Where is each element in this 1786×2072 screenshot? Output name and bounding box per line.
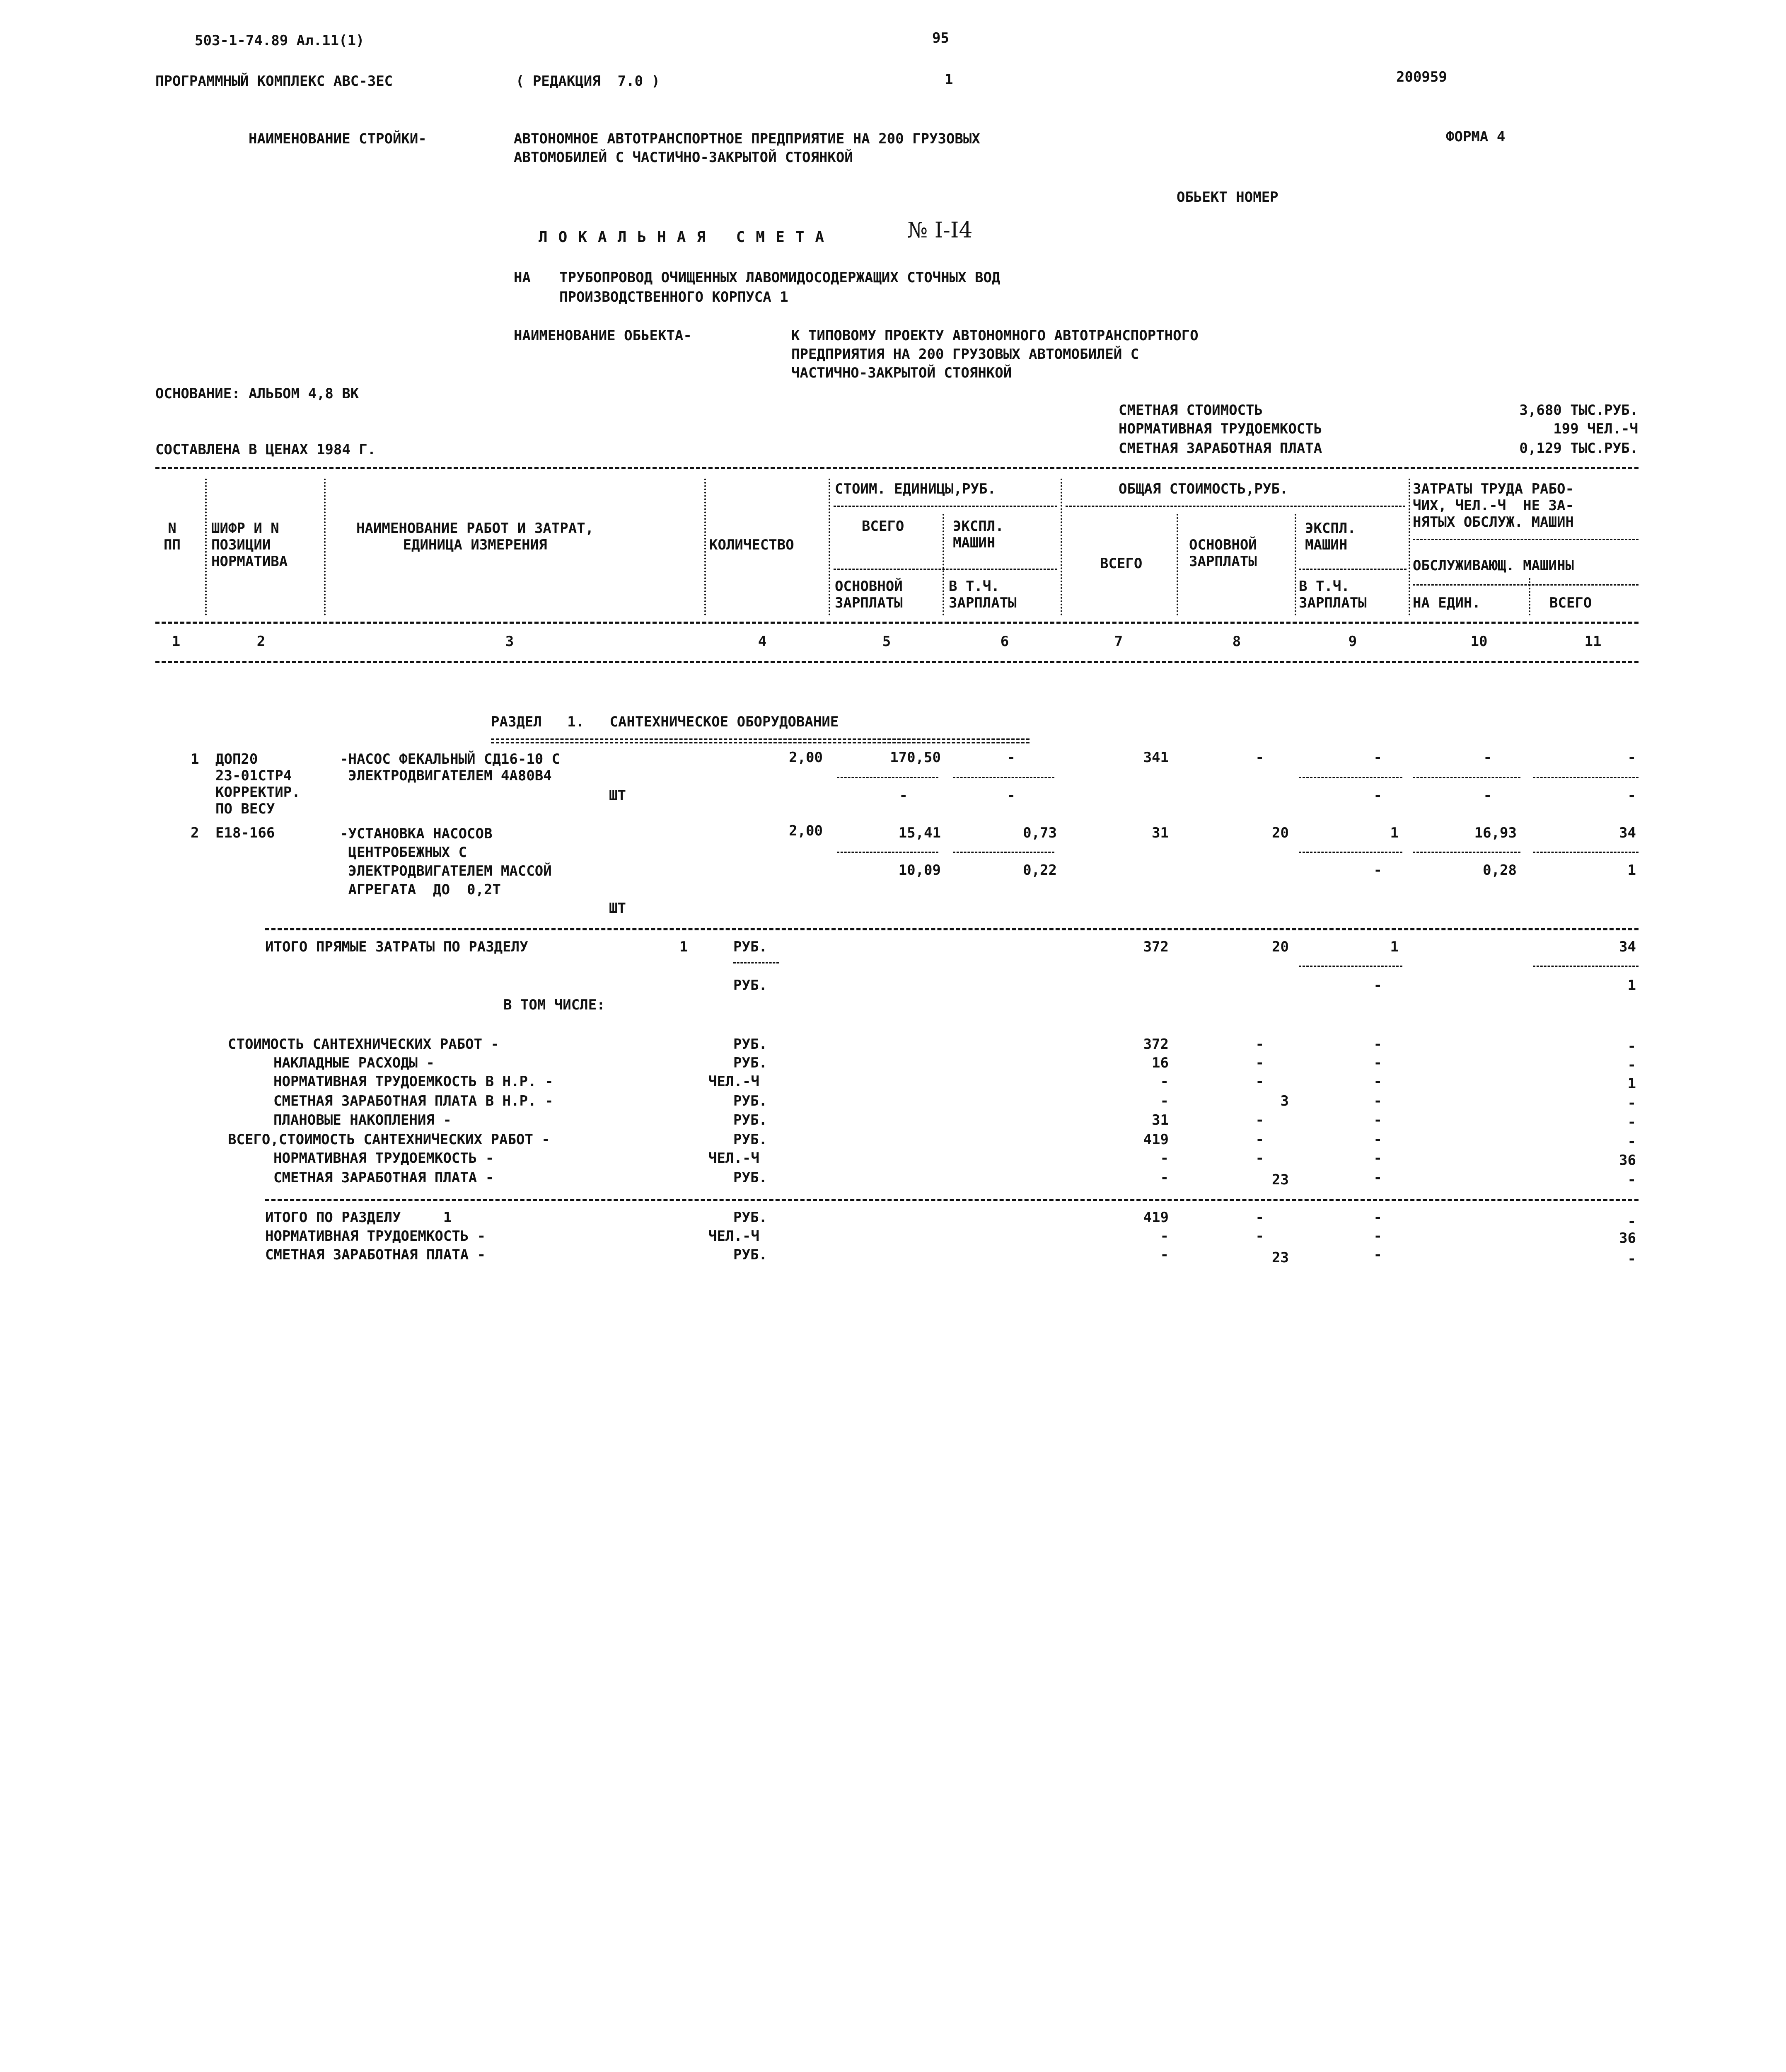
col-sep	[205, 479, 207, 615]
item-labor-unit: 16,93	[1474, 825, 1517, 841]
item-total-wage: 20	[1272, 825, 1289, 841]
page-number: 95	[932, 30, 949, 46]
sheet-number: 1	[945, 71, 953, 88]
header-col-2: ШИФР И N ПОЗИЦИИ НОРМАТИВА	[211, 520, 288, 570]
header-mid-rule	[155, 622, 1639, 624]
item-unit-cost-total: 15,41	[898, 825, 941, 841]
summary-value-labor: 199 ЧЕЛ.-Ч	[1553, 421, 1638, 437]
section-total-unit: РУБ.	[733, 1247, 767, 1263]
breakdown-machines: -	[1373, 1169, 1382, 1186]
section-total-label: ИТОГО ПО РАЗДЕЛУ 1	[265, 1209, 452, 1226]
section-total-rule	[265, 1199, 1639, 1201]
construction-label: НАИМЕНОВАНИЕ СТРОЙКИ-	[249, 131, 427, 147]
header-col-7: ВСЕГО	[1100, 555, 1143, 572]
item-quantity: 2,00	[789, 823, 823, 839]
header-rule	[1413, 539, 1639, 540]
header-rule	[1066, 506, 1405, 507]
breakdown-label: НАКЛАДНЫЕ РАСХОДЫ -	[273, 1055, 435, 1071]
section-total-value: -	[1160, 1228, 1169, 1244]
cell-rule	[837, 777, 938, 778]
object-name-line-3: ЧАСТИЧНО-ЗАКРЫТОЙ СТОЯНКОЙ	[791, 365, 1012, 381]
breakdown-labor: 36	[1619, 1152, 1636, 1169]
breakdown-wage: -	[1255, 1073, 1264, 1090]
direct-costs-wage: 20	[1272, 939, 1289, 955]
item-unit-cost-machines: 0,73	[1023, 825, 1057, 841]
section-total-machines: -	[1373, 1228, 1382, 1244]
col-sep	[704, 479, 706, 615]
section-total-labor: 36	[1619, 1230, 1636, 1247]
item-total-wage: -	[1255, 749, 1264, 766]
estimate-on-label: НА	[514, 269, 531, 286]
header-total-cost: ОБЩАЯ СТОИМОСТЬ,РУБ.	[1119, 481, 1288, 497]
breakdown-machines: -	[1373, 1055, 1382, 1071]
item-number: 2	[191, 825, 199, 841]
breakdown-labor: -	[1627, 1114, 1636, 1130]
item-total: 341	[1143, 749, 1169, 766]
direct-costs-machines: 1	[1390, 939, 1399, 955]
summary-label-labor: НОРМАТИВНАЯ ТРУДОЕМКОСТЬ	[1119, 421, 1322, 437]
section-total-wage: -	[1255, 1209, 1264, 1226]
header-col-4: КОЛИЧЕСТВО	[709, 537, 794, 553]
breakdown-machines: -	[1373, 1131, 1382, 1148]
estimate-subject-line-1: ТРУБОПРОВОД ОЧИЩЕННЫХ ЛАВОМИДОСОДЕРЖАЩИХ СТОЧНЫХ ВОД	[559, 269, 1001, 286]
breakdown-wage: -	[1255, 1055, 1264, 1071]
breakdown-labor: -	[1627, 1172, 1636, 1188]
object-name-line-1: К ТИПОВОМУ ПРОЕКТУ АВТОНОМНОГО АВТОТРАНСПОРТНОГО	[791, 327, 1199, 344]
item-machine-wage-total: -	[1373, 787, 1382, 804]
cell-rule	[953, 777, 1054, 778]
breakdown-wage: -	[1255, 1131, 1264, 1148]
item-machine-wage-total: -	[1373, 862, 1382, 879]
item-labor-unit: -	[1483, 749, 1492, 766]
breakdown-unit: РУБ.	[733, 1093, 767, 1109]
breakdown-unit: ЧЕЛ.-Ч	[708, 1073, 759, 1090]
cell-rule	[1299, 966, 1402, 967]
header-rule	[1299, 569, 1407, 570]
header-labor: ЗАТРАТЫ ТРУДА РАБО- ЧИХ, ЧЕЛ.-Ч НЕ ЗА- НЯТЫХ ОБСЛУЖ. МАШИН	[1413, 481, 1574, 530]
col-sep	[1529, 578, 1530, 615]
breakdown-labor: -	[1627, 1038, 1636, 1055]
basis-text: ОСНОВАНИЕ: АЛЬБОМ 4,8 ВК	[155, 385, 359, 402]
section-underline	[491, 738, 1030, 740]
breakdown-machines: -	[1373, 1150, 1382, 1167]
col-number: 10	[1470, 633, 1488, 650]
item-unit: ШТ	[609, 900, 626, 917]
header-col-11: ВСЕГО	[1549, 595, 1592, 611]
cell-rule	[837, 852, 938, 853]
breakdown-machines: -	[1373, 1073, 1382, 1090]
cell-rule	[1533, 966, 1639, 967]
section-underline	[491, 742, 1030, 743]
col-sep	[943, 514, 944, 615]
header-labor-maintenance: ОБСЛУЖИВАЮЩ. МАШИНЫ	[1413, 557, 1574, 574]
breakdown-label: СМЕТНАЯ ЗАРАБОТНАЯ ПЛАТА В Н.Р. -	[273, 1093, 553, 1109]
prices-note: СОСТАВЛЕНА В ЦЕНАХ 1984 Г.	[155, 441, 376, 458]
item-machine-wage: 0,22	[1023, 862, 1057, 879]
breakdown-total: -	[1160, 1093, 1169, 1109]
breakdown-wage: -	[1255, 1036, 1264, 1053]
header-bottom-rule	[155, 661, 1639, 663]
header-col-6-bottom: В Т.Ч. ЗАРПЛАТЫ	[949, 578, 1017, 611]
section-total-machines: -	[1373, 1209, 1382, 1226]
item-code: ДОП20 23-01СТР4 КОРРЕКТИР. ПО ВЕСУ	[215, 751, 300, 817]
section-total-wage: 23	[1272, 1249, 1289, 1266]
breakdown-labor: -	[1627, 1095, 1636, 1111]
col-number: 8	[1232, 633, 1241, 650]
program-name: ПРОГРАММНЫЙ КОМПЛЕКС АВС-3ЕС	[155, 73, 393, 90]
col-number: 11	[1584, 633, 1602, 650]
object-number-label: ОБЬЕКТ НОМЕР	[1177, 189, 1278, 206]
direct-costs-labor: 34	[1619, 939, 1636, 955]
header-col-10: НА ЕДИН.	[1413, 595, 1481, 611]
header-col-3: НАИМЕНОВАНИЕ РАБОТ И ЗАТРАТ, ЕДИНИЦА ИЗМЕРЕНИЯ	[356, 520, 594, 553]
header-rule	[834, 506, 1057, 507]
breakdown-total: -	[1160, 1073, 1169, 1090]
item-machine-wage: -	[1007, 787, 1015, 804]
section-total-value: -	[1160, 1247, 1169, 1263]
breakdown-total: -	[1160, 1169, 1169, 1186]
breakdown-total: 16	[1152, 1055, 1169, 1071]
breakdown-total: 419	[1143, 1131, 1169, 1148]
col-sep	[1295, 514, 1296, 615]
construction-line-1: АВТОНОМНОЕ АВТОТРАНСПОРТНОЕ ПРЕДПРИЯТИЕ НА 200 ГРУЗОВЫХ	[514, 131, 980, 147]
header-col-5-top: ВСЕГО	[862, 518, 904, 535]
summary-label-wages: СМЕТНАЯ ЗАРАБОТНАЯ ПЛАТА	[1119, 440, 1322, 457]
item-code: Е18-166	[215, 825, 275, 841]
col-sep	[1061, 479, 1062, 615]
summary-value-wages: 0,129 ТЫС.РУБ.	[1519, 440, 1638, 457]
direct-costs-label: ИТОГО ПРЯМЫЕ ЗАТРАТЫ ПО РАЗДЕЛУ	[265, 939, 528, 955]
header-col-8: ОСНОВНОЙ ЗАРПЛАТЫ	[1189, 537, 1257, 570]
cell-rule	[953, 852, 1054, 853]
item-total: 31	[1152, 825, 1169, 841]
header-col-1: N ПП	[164, 520, 181, 553]
construction-line-2: АВТОМОБИЛЕЙ С ЧАСТИЧНО-ЗАКРЫТОЙ СТОЯНКОЙ	[514, 149, 853, 166]
col-number: 7	[1114, 633, 1123, 650]
header-col-9-bottom: В Т.Ч. ЗАРПЛАТЫ	[1299, 578, 1367, 611]
breakdown-label: ПЛАНОВЫЕ НАКОПЛЕНИЯ -	[273, 1112, 452, 1128]
breakdown-wage: -	[1255, 1150, 1264, 1167]
cell-rule	[1299, 777, 1402, 778]
item-maintenance-total: -	[1627, 787, 1636, 804]
header-rule	[834, 569, 1057, 570]
section-total-label: НОРМАТИВНАЯ ТРУДОЕМКОСТЬ -	[265, 1228, 486, 1244]
summary-value-cost: 3,680 ТЫС.РУБ.	[1519, 402, 1638, 419]
document-id: 200959	[1396, 69, 1447, 85]
header-rule	[1413, 584, 1639, 586]
item-base-wage: 10,09	[898, 862, 941, 879]
breakdown-wage: -	[1255, 1112, 1264, 1128]
item-unit-cost-machines: -	[1007, 749, 1015, 766]
object-name-label: НАИМЕНОВАНИЕ ОБЬЕКТА-	[514, 327, 692, 344]
col-number: 4	[758, 633, 767, 650]
col-number: 5	[882, 633, 891, 650]
breakdown-total: -	[1160, 1150, 1169, 1167]
header-col-5-bottom: ОСНОВНОЙ ЗАРПЛАТЫ	[835, 578, 903, 611]
item-name: -НАСОС ФЕКАЛЬНЫЙ СД16-10 С ЭЛЕКТРОДВИГАТЕЛЕМ 4А80В4	[340, 751, 561, 784]
document-code: 503-1-74.89 Ал.11(1)	[195, 32, 365, 49]
breakdown-total: 372	[1143, 1036, 1169, 1053]
section-total-unit: РУБ.	[733, 1209, 767, 1226]
cell-rule	[1413, 777, 1520, 778]
section-total-machines: -	[1373, 1247, 1382, 1263]
breakdown-machines: -	[1373, 1112, 1382, 1128]
breakdown-unit: ЧЕЛ.-Ч	[708, 1150, 759, 1167]
header-col-6-top: ЭКСПЛ. МАШИН	[953, 518, 1004, 551]
estimate-subject-line-2: ПРОИЗВОДСТВЕННОГО КОРПУСА 1	[559, 289, 788, 305]
direct-costs-section: 1	[679, 939, 688, 955]
subtotal-rule	[265, 928, 1639, 930]
direct-costs-machine-wage: -	[1373, 977, 1382, 994]
cell-rule	[733, 962, 779, 963]
section-total-unit: ЧЕЛ.-Ч	[708, 1228, 759, 1244]
item-labor-total: -	[1627, 749, 1636, 766]
col-sep	[829, 479, 830, 615]
breakdown-unit: РУБ.	[733, 1055, 767, 1071]
summary-label-cost: СМЕТНАЯ СТОИМОСТЬ	[1119, 402, 1263, 419]
item-quantity: 2,00	[789, 749, 823, 766]
item-maintenance-unit: -	[1483, 787, 1492, 804]
breakdown-label: СМЕТНАЯ ЗАРАБОТНАЯ ПЛАТА -	[273, 1169, 494, 1186]
breakdown-unit: РУБ.	[733, 1112, 767, 1128]
breakdown-wage: 3	[1280, 1093, 1289, 1109]
item-name: -УСТАНОВКА НАСОСОВ ЦЕНТРОБЕЖНЫХ С ЭЛЕКТРОДВИГАТЕЛЕМ МАССОЙ АГРЕГАТА ДО 0,2Т	[340, 825, 552, 898]
breakdown-machines: -	[1373, 1093, 1382, 1109]
direct-costs-maintenance: 1	[1627, 977, 1636, 994]
section-total-labor: -	[1627, 1213, 1636, 1230]
breakdown-machines: -	[1373, 1036, 1382, 1053]
breakdown-total: 31	[1152, 1112, 1169, 1128]
col-number: 3	[505, 633, 514, 650]
estimate-number: № I-I4	[907, 218, 973, 243]
section-total-labor: -	[1627, 1251, 1636, 1267]
breakdown-label: СТОИМОСТЬ САНТЕХНИЧЕСКИХ РАБОТ -	[228, 1036, 500, 1053]
direct-costs-unit: РУБ.	[733, 939, 767, 955]
breakdown-label: НОРМАТИВНАЯ ТРУДОЕМКОСТЬ -	[273, 1150, 494, 1167]
including-label: В ТОМ ЧИСЛЕ:	[503, 997, 605, 1013]
breakdown-labor: -	[1627, 1057, 1636, 1073]
breakdown-unit: РУБ.	[733, 1036, 767, 1053]
item-base-wage: -	[899, 787, 908, 804]
breakdown-label: НОРМАТИВНАЯ ТРУДОЕМКОСТЬ В Н.Р. -	[273, 1073, 553, 1090]
item-number: 1	[191, 751, 199, 767]
breakdown-unit: РУБ.	[733, 1169, 767, 1186]
direct-costs-unit-2: РУБ.	[733, 977, 767, 994]
section-title: РАЗДЕЛ 1. САНТЕХНИЧЕСКОЕ ОБОРУДОВАНИЕ	[491, 714, 839, 730]
col-sep	[1409, 479, 1410, 615]
header-unit-cost: СТОИМ. ЕДИНИЦЫ,РУБ.	[835, 481, 996, 497]
program-edition: ( РЕДАКЦИЯ 7.0 )	[516, 73, 660, 90]
item-labor-total: 34	[1619, 825, 1636, 841]
header-top-rule	[155, 467, 1639, 469]
breakdown-labor: 1	[1627, 1075, 1636, 1092]
object-name-line-2: ПРЕДПРИЯТИЯ НА 200 ГРУЗОВЫХ АВТОМОБИЛЕЙ С	[791, 346, 1139, 363]
col-number: 2	[256, 633, 266, 650]
item-unit: ШТ	[609, 787, 626, 804]
item-maintenance-total: 1	[1627, 862, 1636, 879]
cell-rule	[1533, 852, 1639, 853]
breakdown-unit: РУБ.	[733, 1131, 767, 1148]
cell-rule	[1413, 852, 1520, 853]
item-unit-cost-total: 170,50	[890, 749, 941, 766]
breakdown-labor: -	[1627, 1133, 1636, 1150]
col-sep	[1177, 514, 1178, 615]
estimate-title: ЛОКАЛЬНАЯ СМЕТА	[539, 229, 835, 246]
col-sep	[324, 479, 326, 615]
section-total-label: СМЕТНАЯ ЗАРАБОТНАЯ ПЛАТА -	[265, 1247, 486, 1263]
form-label: ФОРМА 4	[1446, 128, 1506, 145]
section-total-value: 419	[1143, 1209, 1169, 1226]
item-total-machines: 1	[1390, 825, 1399, 841]
header-col-9-top: ЭКСПЛ. МАШИН	[1305, 520, 1356, 553]
col-number: 1	[172, 633, 181, 650]
item-maintenance-unit: 0,28	[1483, 862, 1517, 879]
breakdown-wage: 23	[1272, 1172, 1289, 1188]
item-total-machines: -	[1373, 749, 1382, 766]
cell-rule	[1299, 852, 1402, 853]
breakdown-label: ВСЕГО,СТОИМОСТЬ САНТЕХНИЧЕСКИХ РАБОТ -	[228, 1131, 550, 1148]
cell-rule	[1533, 777, 1639, 778]
direct-costs-total: 372	[1143, 939, 1169, 955]
col-number: 6	[1000, 633, 1009, 650]
section-total-wage: -	[1255, 1228, 1264, 1244]
col-number: 9	[1348, 633, 1357, 650]
